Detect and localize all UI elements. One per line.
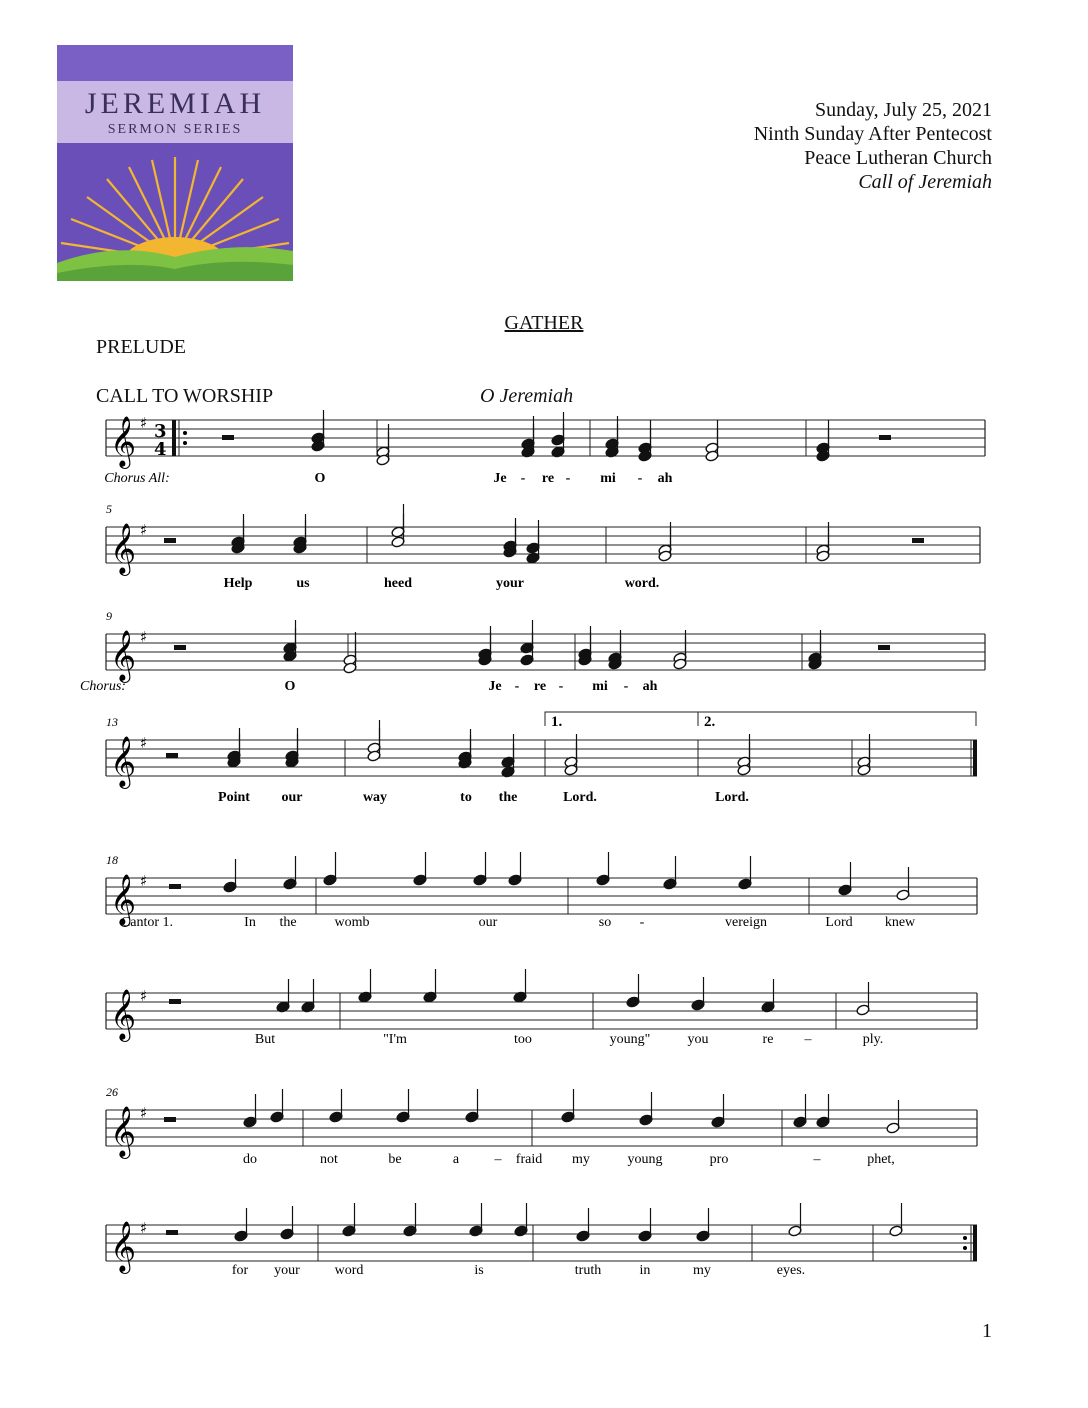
lyric-syllable: – <box>804 1032 812 1047</box>
lyric-syllable: Lord. <box>715 790 749 805</box>
lyric-syllable: our <box>281 790 303 805</box>
service-date: Sunday, July 25, 2021 <box>814 99 992 121</box>
system-label: Cantor 1. <box>120 915 174 930</box>
lyric-syllable: mi <box>600 471 616 486</box>
lyric-syllable: O <box>284 679 296 694</box>
volta-number: 1. <box>551 714 563 730</box>
church-name: Peace Lutheran Church <box>804 147 992 169</box>
lyric-syllable: ah <box>642 679 658 694</box>
lyric-syllable: - <box>637 471 643 486</box>
key-signature-sharp: ♯ <box>140 628 148 646</box>
volta-bracket <box>698 712 976 726</box>
lyric-syllable: Lord <box>825 915 853 930</box>
lyric-syllable: phet, <box>867 1152 895 1167</box>
logo-title: JEREMIAH <box>84 87 266 120</box>
measure-number: 13 <box>106 715 118 729</box>
lyric-syllable: our <box>478 915 498 930</box>
treble-clef: 𝄞 <box>110 874 137 925</box>
lyric-syllable: vereign <box>725 915 767 930</box>
lyric-syllable: do <box>243 1152 257 1167</box>
lyric-syllable: Je <box>493 471 507 486</box>
rest <box>166 753 178 758</box>
key-signature-sharp: ♯ <box>140 987 148 1005</box>
lyric-syllable: so <box>598 915 612 930</box>
key-signature-sharp: ♯ <box>140 1104 148 1122</box>
lyric-syllable: your <box>274 1263 300 1278</box>
lyric-syllable: word. <box>624 576 660 591</box>
rest <box>166 1230 178 1235</box>
system-label: Chorus All: <box>104 471 170 486</box>
key-signature-sharp: ♯ <box>140 414 148 432</box>
key-signature-sharp: ♯ <box>140 734 148 752</box>
song-title: O Jeremiah <box>480 385 574 407</box>
page-number: 1 <box>982 1320 992 1342</box>
sermon-theme: Call of Jeremiah <box>858 171 992 193</box>
lyric-syllable: In <box>244 915 256 930</box>
lyric-syllable: young <box>627 1152 663 1167</box>
lyric-syllable: "I'm <box>383 1032 407 1047</box>
lyric-syllable: is <box>474 1263 484 1278</box>
volta-bracket <box>545 712 698 726</box>
measure-number: 26 <box>106 1085 118 1099</box>
lyric-syllable: But <box>254 1032 276 1047</box>
logo-subtitle: SERMON SERIES <box>107 122 243 137</box>
lyric-syllable: my <box>572 1152 590 1167</box>
treble-clef: 𝄞 <box>110 989 137 1040</box>
lyric-syllable: eyes. <box>776 1263 806 1278</box>
call-to-worship-heading: CALL TO WORSHIP <box>96 385 274 407</box>
rest <box>164 538 176 543</box>
lyric-syllable: - <box>639 915 645 930</box>
lyric-syllable: re <box>541 471 555 486</box>
treble-clef: 𝄞 <box>110 416 137 467</box>
prelude-heading: PRELUDE <box>96 336 186 358</box>
lyric-syllable: Lord. <box>563 790 597 805</box>
music-system <box>106 969 977 1042</box>
measure-number: 5 <box>106 502 112 516</box>
lyric-syllable: Je <box>488 679 502 694</box>
rest <box>222 435 234 440</box>
treble-clef: 𝄞 <box>110 1221 137 1272</box>
lyric-syllable: word <box>334 1263 364 1278</box>
music-system <box>106 609 985 683</box>
rest <box>169 999 181 1004</box>
lyric-syllable: - <box>565 471 571 486</box>
lyric-syllable: your <box>496 576 524 591</box>
lyric-syllable: not <box>320 1152 338 1167</box>
lyric-syllable: - <box>558 679 564 694</box>
measure-number: 18 <box>106 853 118 867</box>
lyric-syllable: ah <box>657 471 673 486</box>
treble-clef: 𝄞 <box>110 736 137 787</box>
lyric-syllable: ply. <box>862 1032 884 1047</box>
lyric-syllable: – <box>813 1152 821 1167</box>
treble-clef: 𝄞 <box>110 630 137 681</box>
volta-number: 2. <box>704 714 716 730</box>
lyric-syllable: a <box>452 1152 460 1167</box>
key-signature-sharp: ♯ <box>140 1219 148 1237</box>
music-system <box>106 712 977 789</box>
rest <box>174 645 186 650</box>
system-label: Chorus: <box>80 679 126 694</box>
lyric-syllable: – <box>494 1152 502 1167</box>
music-system <box>106 1085 977 1159</box>
lyric-syllable: womb <box>334 915 370 930</box>
lyric-syllable: the <box>498 790 518 805</box>
music-system <box>106 502 980 576</box>
lyric-syllable: my <box>693 1263 711 1278</box>
lyric-syllable: in <box>639 1263 651 1278</box>
lyric-syllable: for <box>231 1263 249 1278</box>
measure-number: 9 <box>106 609 112 623</box>
lyric-syllable: be <box>388 1152 402 1167</box>
time-signature-top: 3 <box>154 421 167 442</box>
lyric-syllable: way <box>362 790 388 805</box>
lyric-syllable: re <box>533 679 547 694</box>
lyric-syllable: you <box>687 1032 709 1047</box>
repeat-dot <box>963 1246 967 1250</box>
treble-clef: 𝄞 <box>110 1106 137 1157</box>
time-signature-bottom: 4 <box>154 439 167 460</box>
rest <box>169 884 181 889</box>
lyric-syllable: heed <box>384 576 412 591</box>
lyric-syllable: - <box>623 679 629 694</box>
music-system <box>106 410 985 469</box>
lyric-syllable: the <box>279 915 297 930</box>
repeat-dot <box>963 1236 967 1240</box>
lyric-syllable: pro <box>709 1152 729 1167</box>
key-signature-sharp: ♯ <box>140 521 148 539</box>
lyric-syllable: O <box>314 471 326 486</box>
lyric-syllable: us <box>296 576 310 591</box>
lyric-syllable: too <box>514 1032 532 1047</box>
lyric-syllable: - <box>514 679 520 694</box>
lyric-syllable: young" <box>609 1032 651 1047</box>
rest <box>164 1117 176 1122</box>
lyric-syllable: to <box>460 790 472 805</box>
lyric-syllable: knew <box>884 915 916 930</box>
repeat-dot <box>183 431 187 435</box>
lyric-syllable: fraid <box>515 1152 543 1167</box>
rest <box>879 435 891 440</box>
repeat-dot <box>183 441 187 445</box>
lyric-syllable: - <box>520 471 526 486</box>
rest <box>878 645 890 650</box>
section-heading: GATHER <box>504 312 584 334</box>
rest <box>912 538 924 543</box>
lyric-syllable: Point <box>218 790 250 805</box>
treble-clef: 𝄞 <box>110 523 137 574</box>
lyric-syllable: mi <box>592 679 608 694</box>
lyric-syllable: re <box>762 1032 774 1047</box>
lyric-syllable: truth <box>574 1263 602 1278</box>
service-occasion: Ninth Sunday After Pentecost <box>753 123 992 145</box>
lyric-syllable: Help <box>223 576 253 591</box>
key-signature-sharp: ♯ <box>140 872 148 890</box>
